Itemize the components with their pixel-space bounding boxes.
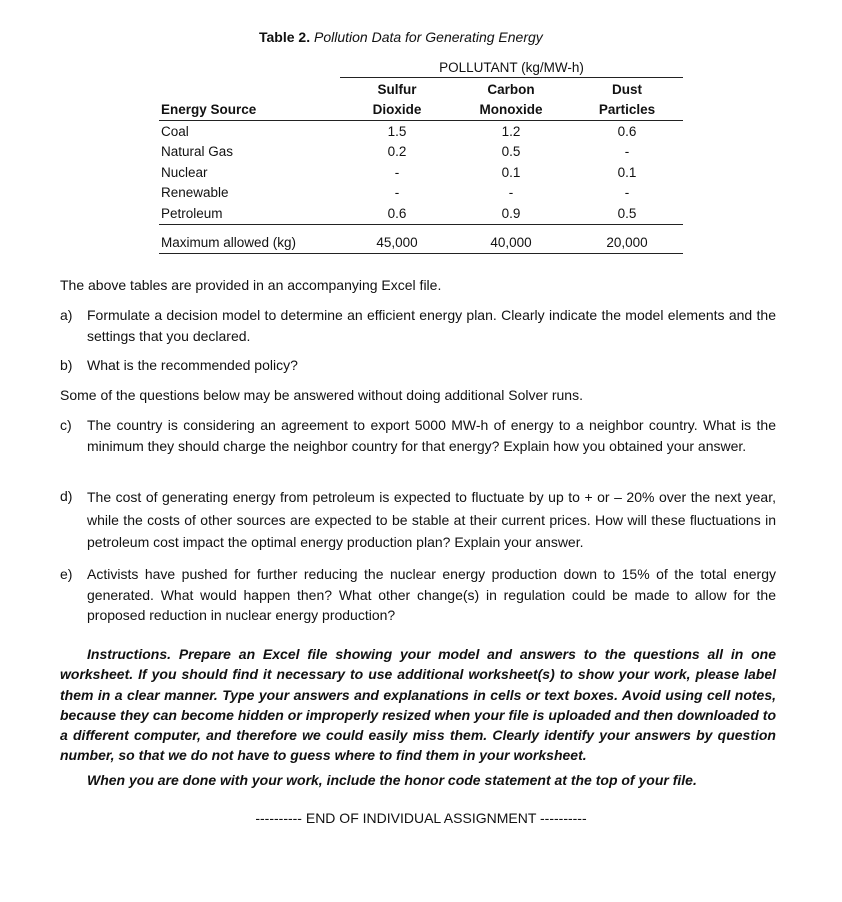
row-co: 0.5 bbox=[501, 144, 521, 159]
question-e-letter: e) bbox=[60, 566, 73, 582]
pollutant-group-header: POLLUTANT (kg/MW-h) bbox=[439, 60, 584, 75]
row-dust: 0.1 bbox=[617, 165, 637, 180]
col-co-line1: Carbon bbox=[487, 82, 535, 97]
row-dust: 0.6 bbox=[617, 124, 637, 139]
question-d-letter: d) bbox=[60, 488, 73, 504]
row-source: Coal bbox=[161, 124, 189, 139]
instructions-head: Instructions. bbox=[87, 646, 172, 662]
max-dust: 20,000 bbox=[606, 235, 648, 250]
table-bottom-rule bbox=[159, 253, 683, 254]
end-of-assignment: ---------- END OF INDIVIDUAL ASSIGNMENT ---------- bbox=[255, 810, 587, 826]
row-so2: 0.6 bbox=[387, 206, 407, 221]
col-dust-line1: Dust bbox=[612, 82, 642, 97]
row-so2: 0.2 bbox=[387, 144, 407, 159]
table-caption-title: Pollution Data for Generating Energy bbox=[313, 29, 543, 45]
col-energy-source: Energy Source bbox=[161, 102, 257, 117]
max-co: 40,000 bbox=[490, 235, 532, 250]
instructions-tail: When you are done with your work, include the honor code statement at the top of your file. bbox=[87, 772, 697, 788]
row-source: Petroleum bbox=[161, 206, 223, 221]
question-e: Activists have pushed for further reducing the nuclear energy production down to 15% of the total energy generated. What would happen then? What other change(s) in regulation could be made to allow for the proposed reduction in nuclear energy production? bbox=[87, 566, 776, 623]
question-a-letter: a) bbox=[60, 307, 73, 323]
row-so2: - bbox=[394, 165, 400, 180]
group-header-rule bbox=[340, 77, 683, 78]
max-so2: 45,000 bbox=[376, 235, 418, 250]
row-co: 0.9 bbox=[501, 206, 521, 221]
question-b-letter: b) bbox=[60, 357, 73, 373]
row-dust: - bbox=[624, 185, 630, 200]
row-dust: 0.5 bbox=[617, 206, 637, 221]
instructions-body: Prepare an Excel file showing your model and answers to the questions all in one worksheet. If you should find it necessary to use additional worksheet(s) to show your work, please label them in a clear manner. Type your answers and explanations in cells or text boxes. Avoid using cell notes, because they can become hidden or improperly resized when your file is uploaded and then downloaded to a different computer, and therefore we could easily miss them. Clearly identify your answers by question number, so that we do not have to guess where to find them in your worksheet. bbox=[60, 646, 776, 764]
row-source: Renewable bbox=[161, 185, 229, 200]
header-rule bbox=[159, 120, 683, 121]
question-d: The cost of generating energy from petroleum is expected to fluctuate by up to + or – 20% over the next year, while the costs of other sources are expected to be stable at their current prices. How will these fluctuations in petroleum cost impact the optimal energy production plan? Explain your answer. bbox=[87, 489, 776, 550]
row-source: Nuclear bbox=[161, 165, 208, 180]
question-b: What is the recommended policy? bbox=[87, 357, 298, 373]
max-row-label: Maximum allowed (kg) bbox=[161, 235, 297, 250]
question-c-letter: c) bbox=[60, 417, 72, 433]
row-so2: 1.5 bbox=[387, 124, 407, 139]
row-so2: - bbox=[394, 185, 400, 200]
instructions-paragraph bbox=[60, 644, 776, 766]
row-co: 1.2 bbox=[501, 124, 521, 139]
row-co: - bbox=[508, 185, 514, 200]
table-caption-label: Table 2. bbox=[259, 29, 311, 45]
row-co: 0.1 bbox=[501, 165, 521, 180]
question-a: Formulate a decision model to determine an efficient energy plan. Clearly indicate the model elements and the settings that you declared. bbox=[87, 307, 776, 344]
col-dust-line2: Particles bbox=[598, 102, 656, 117]
intro-text: The above tables are provided in an accompanying Excel file. bbox=[60, 277, 442, 293]
table-caption bbox=[259, 29, 543, 45]
row-source: Natural Gas bbox=[161, 144, 234, 159]
rows-bottom-rule bbox=[159, 224, 683, 225]
row-dust: - bbox=[624, 144, 630, 159]
col-co-line2: Monoxide bbox=[479, 102, 543, 117]
col-so2-line2: Dioxide bbox=[372, 102, 422, 117]
col-so2-line1: Sulfur bbox=[377, 82, 417, 97]
question-c: The country is considering an agreement to export 5000 MW-h of energy to a neighbor country. What is the minimum they should charge the neighbor country for that energy? Explain how you obtained your answer. bbox=[87, 417, 776, 454]
solver-note: Some of the questions below may be answered without doing additional Solver runs. bbox=[60, 387, 583, 403]
